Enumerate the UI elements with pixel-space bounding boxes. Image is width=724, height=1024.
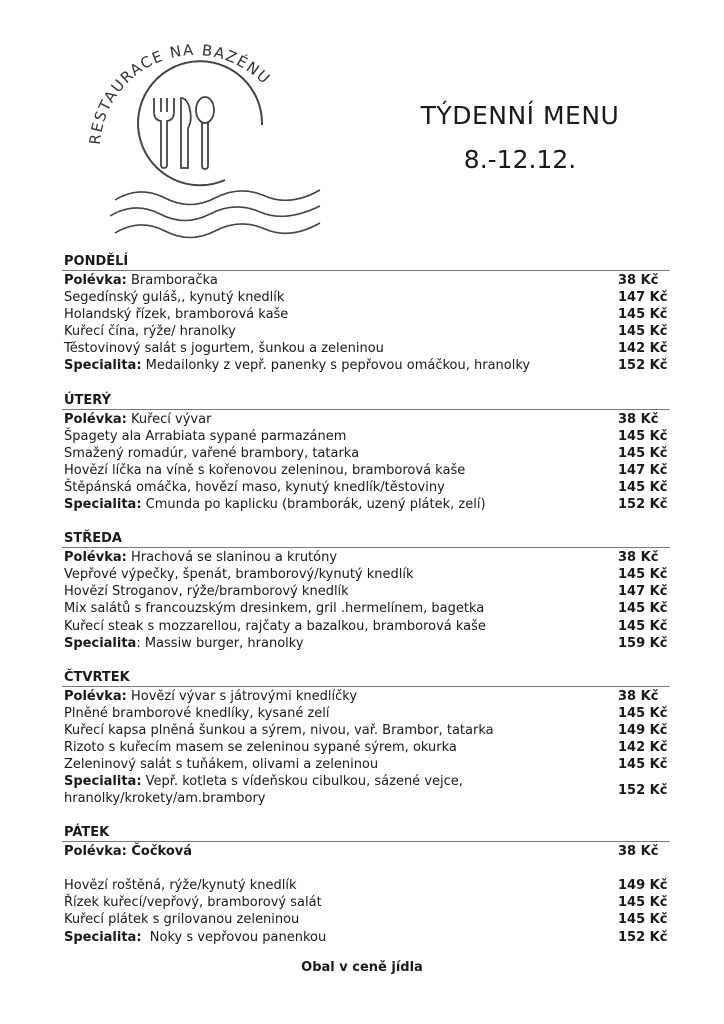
menu-item [62, 600, 670, 617]
dish-description [64, 688, 618, 705]
logo-arc-text: RESTAURACE NA BAZÉNU [85, 40, 275, 146]
dish-price: 38 Kč [618, 550, 659, 566]
day-name: ÚTERÝ [64, 392, 112, 408]
dish-text: Štěpánská omáčka, hovězí maso, kynutý knedlík/těstoviny [64, 479, 445, 495]
menu-item [62, 357, 670, 374]
packaging-note: Obal v ceně jídla [301, 960, 423, 975]
dish-description [64, 566, 618, 583]
dish-label: Specialita: [64, 497, 142, 513]
dish-text: Kuřecí kapsa plněná šunkou a sýrem, nivou, vař. Brambor, tatarka [64, 722, 494, 738]
menu-item [62, 462, 670, 479]
menu-item [62, 411, 670, 428]
dish-description [64, 340, 618, 357]
dish-description [64, 549, 618, 566]
dish-price: 38 Kč [618, 844, 659, 860]
dish-price: 147 Kč [618, 584, 668, 600]
menu-item [62, 618, 670, 635]
menu-item [62, 566, 670, 583]
menu-item [62, 583, 670, 600]
dish-description [64, 635, 618, 652]
menu-title: TÝDENNÍ MENU [420, 101, 620, 130]
dish-description [64, 496, 618, 513]
dish-price: 145 Kč [618, 601, 668, 617]
dish-price: 38 Kč [618, 688, 659, 704]
dish-description [64, 929, 618, 946]
dish-text: Smažený romadúr, vařené brambory, tatarka [64, 445, 360, 461]
menu-item [62, 340, 670, 357]
dish-description [64, 600, 618, 617]
dish-label: Polévka: [64, 688, 127, 704]
dish-price: 149 Kč [618, 722, 668, 738]
dish-text: Bramboračka [126, 273, 218, 288]
dish-label: Specialita: [64, 929, 142, 945]
menu-dates: 8.-12.12. [463, 145, 577, 174]
spoon-icon [196, 97, 214, 169]
dish-label: Polévka: [64, 550, 127, 566]
dish-description [64, 894, 618, 911]
dish-price: 145 Kč [618, 757, 668, 773]
dish-text: Řízek kuřecí/vepřový, bramborový salát [64, 895, 322, 911]
day-section [62, 824, 670, 945]
dish-description [64, 428, 618, 445]
dish-description [64, 479, 618, 496]
dish-price: 145 Kč [618, 705, 668, 721]
menu-item [62, 306, 670, 323]
dish-description [64, 877, 618, 894]
dish-description [64, 843, 618, 860]
menu-item [62, 688, 670, 705]
dish-price: 152 Kč [618, 497, 668, 513]
dish-text: Kuřecí steak s mozzarellou, rajčaty a bazalkou, bramborová kaše [64, 618, 486, 634]
dish-description [64, 462, 618, 479]
day-name: PÁTEK [64, 825, 110, 841]
dish-price: 142 Kč [618, 341, 668, 357]
knife-icon [181, 98, 191, 168]
dish-price: 38 Kč [618, 411, 659, 427]
dish-description [64, 272, 618, 289]
dish-label: Polévka: [64, 411, 127, 427]
weekly-menu [62, 253, 670, 963]
logo-graphic [80, 40, 330, 240]
dish-text: Hovězí Stroganov, rýže/bramborový knedlík [64, 584, 349, 600]
day-divider [62, 841, 670, 842]
dish-price: 152 Kč [618, 929, 668, 945]
menu-item [62, 445, 670, 462]
dish-text: Vepř. kotleta s vídeňskou cibulkou, sázené vejce, [141, 774, 463, 790]
menu-item [62, 911, 670, 928]
dish-price: 145 Kč [618, 307, 668, 323]
menu-item [62, 428, 670, 445]
dish-text: Hovězí roštěná, rýže/kynutý knedlík [64, 878, 297, 894]
menu-header [400, 100, 640, 176]
dish-text: Holandský řízek, bramborová kaše [64, 307, 289, 323]
dish-label: Polévka: [64, 273, 127, 288]
dish-description [64, 773, 618, 807]
dish-price: 152 Kč [618, 782, 668, 798]
menu-item [62, 843, 670, 860]
menu-item [62, 877, 670, 894]
dish-price: 145 Kč [618, 324, 668, 340]
day-divider [62, 686, 670, 687]
dish-description [64, 911, 618, 928]
dish-price: 145 Kč [618, 912, 668, 928]
dish-description [64, 411, 618, 428]
dish-description [64, 306, 618, 323]
dish-text-continued: hranolky/krokety/am.brambory [64, 791, 266, 807]
menu-item [62, 705, 670, 722]
dish-text: Noky s vepřovou panenkou [141, 929, 327, 945]
dish-price: 159 Kč [618, 635, 668, 651]
dish-price: 145 Kč [618, 895, 668, 911]
dish-price: 147 Kč [618, 290, 668, 306]
menu-item [62, 289, 670, 306]
menu-item [62, 496, 670, 513]
dish-text: Špagety ala Arrabiata sypané parmazánem [64, 428, 347, 444]
dish-price: 152 Kč [618, 358, 668, 374]
day-divider [62, 409, 670, 410]
dish-text: Kuřecí čína, rýže/ hranolky [64, 324, 236, 340]
dish-description [64, 357, 618, 374]
dish-text: : Massiw burger, hranolky [136, 635, 304, 651]
day-divider [62, 270, 670, 271]
menu-item [62, 323, 670, 340]
day-name: ČTVRTEK [64, 669, 130, 685]
dish-price: 38 Kč [618, 273, 659, 288]
dish-text: Kuřecí plátek s grilovanou zeleninou [64, 912, 300, 928]
day-name: PONDĚLÍ [64, 254, 129, 269]
dish-price: 145 Kč [618, 428, 668, 444]
dish-text: Zeleninový salát s tuňákem, olivami a zeleninou [64, 757, 379, 773]
waves-icon [110, 190, 320, 238]
menu-item [62, 549, 670, 566]
dish-price: 142 Kč [618, 739, 668, 755]
dish-label: Specialita: [64, 774, 142, 790]
day-section [62, 253, 670, 375]
dish-label: Specialita [64, 635, 137, 651]
dish-text: Kuřecí vývar [126, 411, 212, 427]
svg-text:RESTAURACE NA BAZÉNU [86, 41, 274, 146]
menu-item [62, 722, 670, 739]
dish-description [64, 618, 618, 635]
dish-price: 149 Kč [618, 878, 668, 894]
dish-text: Plněné bramborové knedlíky, kysané zelí [64, 705, 330, 721]
dish-description [64, 583, 618, 600]
dish-price: 145 Kč [618, 479, 668, 495]
day-section [62, 392, 670, 514]
day-name: STŘEDA [64, 531, 122, 547]
restaurant-logo [80, 40, 330, 240]
fork-icon [154, 98, 174, 168]
dish-price: 145 Kč [618, 445, 668, 461]
dish-label: Specialita: [64, 358, 142, 374]
day-divider [62, 547, 670, 548]
dish-text: Rizoto s kuřecím masem se zeleninou sypané sýrem, okurka [64, 739, 457, 755]
menu-item [62, 894, 670, 911]
dish-description [64, 445, 618, 462]
dish-text: Hovězí vývar s játrovými knedlíčky [126, 688, 358, 704]
dish-description [64, 705, 618, 722]
menu-item [62, 635, 670, 652]
day-section [62, 530, 670, 652]
dish-text: Vepřové výpečky, špenát, bramborový/kynutý knedlík [64, 567, 414, 583]
dish-text: Těstovinový salát s jogurtem, šunkou a zeleninou [64, 341, 384, 357]
dish-description [64, 289, 618, 306]
menu-item [62, 756, 670, 773]
dish-description [64, 323, 618, 340]
dish-label: Polévka: Čočková [64, 844, 193, 860]
menu-item [62, 479, 670, 496]
menu-item [62, 773, 670, 807]
dish-price: 147 Kč [618, 462, 668, 478]
dish-description [64, 722, 618, 739]
menu-item [62, 272, 670, 289]
dish-text: Hrachová se slaninou a krutóny [126, 550, 338, 566]
dish-text: Segedínský guláš,, kynutý knedlík [64, 290, 285, 306]
dish-description [64, 756, 618, 773]
day-section [62, 669, 670, 807]
dish-price: 145 Kč [618, 618, 668, 634]
menu-item [62, 929, 670, 946]
dish-text: Cmunda po kaplicku (bramborák, uzený plátek, zelí) [141, 497, 486, 513]
row-spacer [62, 860, 670, 877]
dish-price: 145 Kč [618, 567, 668, 583]
dish-text: Medailonky z vepř. panenky s pepřovou omáčkou, hranolky [141, 358, 531, 374]
dish-text: Hovězí líčka na víně s kořenovou zeleninou, bramborová kaše [64, 462, 466, 478]
dish-description [64, 739, 618, 756]
menu-item [62, 739, 670, 756]
dish-text: Mix salátů s francouzským dresinkem, gril .hermelínem, bagetka [64, 601, 485, 617]
